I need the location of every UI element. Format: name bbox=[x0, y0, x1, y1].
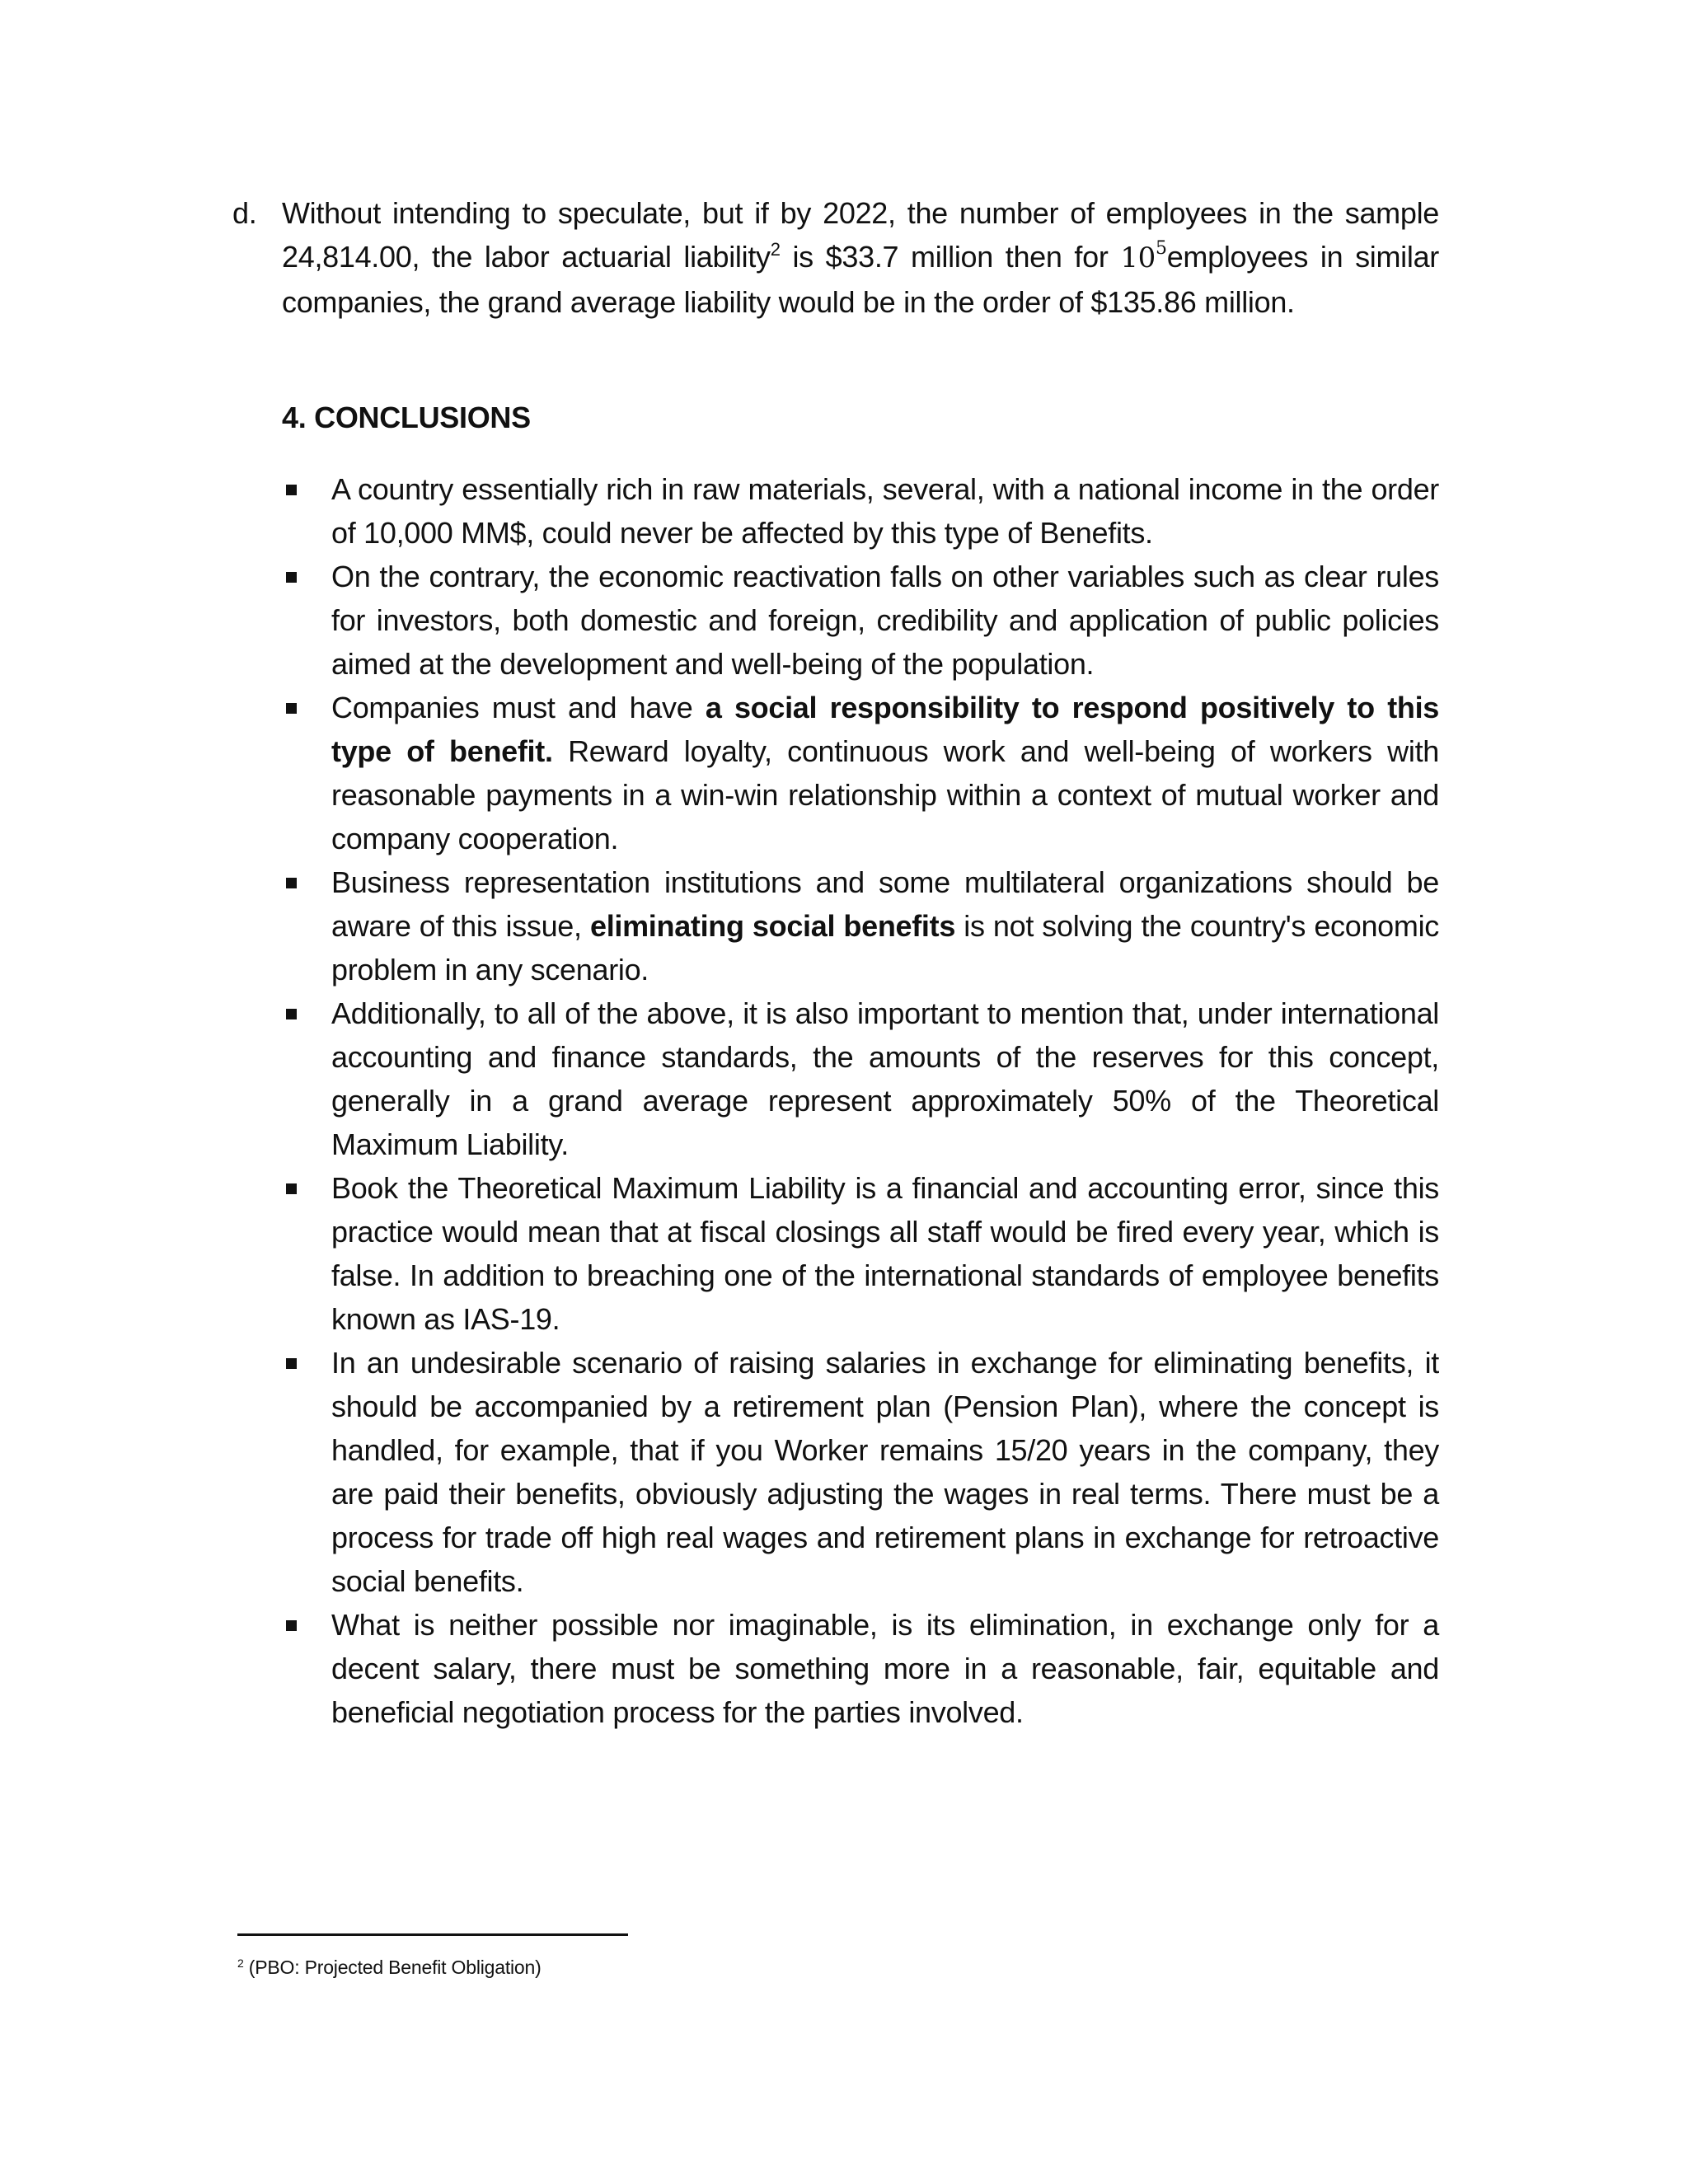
math-base: 10 bbox=[1120, 241, 1156, 274]
footnote bbox=[237, 1955, 542, 1980]
list-item-bold-text: a social responsibility to respond positively to this type of benefit. bbox=[331, 691, 1440, 768]
list-item bbox=[331, 686, 1439, 860]
list-item-text: What is neither possible nor imaginable, is its elimination, in exchange only for a decent salary, there must be something more in a reasonable, fair, equitable and beneficial negotiation process for the parties involved. bbox=[331, 1608, 1439, 1729]
list-item-text-before: Companies must and have bbox=[331, 691, 706, 724]
square-bullet-icon bbox=[286, 1009, 297, 1019]
item-d-text-part3: employees in similar companies, the grand average liability would be in the order of $135.86 million. bbox=[282, 240, 1439, 319]
list-marker-d: d. bbox=[232, 196, 257, 230]
math-exponent: 5 bbox=[1155, 238, 1167, 259]
list-item-text-before: Business representation institutions and some multilateral organizations should be aware of this issue, bbox=[331, 865, 1439, 943]
list-item-text: On the contrary, the economic reactivation falls on other variables such as clear rules for investors, both domestic and foreign, credibility and application of public policies aimed at the development and well-being of the population. bbox=[331, 560, 1439, 681]
list-item-text: Additionally, to all of the above, it is also important to mention that, under international accounting and finance standards, the amounts of the reserves for this concept, generally in a grand average represent approximately 50% of the Theoretical Maximum Liability. bbox=[331, 996, 1439, 1161]
list-item bbox=[331, 860, 1439, 991]
list-item-text-after: Reward loyalty, continuous work and well-being of workers with reasonable payments in a win-win relationship within a context of mutual worker and company cooperation. bbox=[331, 734, 1440, 855]
square-bullet-icon bbox=[286, 1358, 297, 1369]
list-item-bold-text: eliminating social benefits bbox=[589, 909, 956, 943]
list-item bbox=[331, 1341, 1439, 1603]
square-bullet-icon bbox=[286, 485, 297, 495]
square-bullet-icon bbox=[286, 572, 297, 583]
footnote-marker: 2 bbox=[237, 1957, 244, 1970]
square-bullet-icon bbox=[286, 703, 297, 714]
item-d-text-part2: is $33.7 million then for bbox=[780, 240, 1121, 274]
list-item bbox=[331, 1166, 1439, 1341]
list-item-text: A country essentially rich in raw materials, several, with a national income in the order of 10,000 MM$, could never be affected by this type of Benefits. bbox=[331, 472, 1439, 550]
square-bullet-icon bbox=[286, 878, 297, 888]
list-item bbox=[331, 1603, 1439, 1734]
list-item-text: Book the Theoretical Maximum Liability is a financial and accounting error, since this practice would mean that at fiscal closings all staff would be fired every year, which is false. In addition to breaching one of the international standards of employee benefits known as IAS-19. bbox=[331, 1171, 1439, 1336]
conclusions-list bbox=[331, 467, 1439, 1734]
footnote-text: (PBO: Projected Benefit Obligation) bbox=[243, 1957, 542, 1978]
square-bullet-icon bbox=[286, 1620, 297, 1631]
item-d-text-part1: Without intending to speculate, but if by 2022, the number of employees in the sample 24,814.00, the labor actuarial liability bbox=[282, 196, 1439, 274]
section-heading: 4. CONCLUSIONS bbox=[282, 401, 531, 434]
footnote-separator bbox=[237, 1933, 628, 1936]
square-bullet-icon bbox=[286, 1183, 297, 1194]
list-item-d bbox=[232, 191, 1439, 324]
footnote-reference[interactable]: 2 bbox=[770, 239, 781, 260]
list-item-text-after: is not solving the country's economic problem in any scenario. bbox=[331, 909, 1439, 987]
list-item bbox=[331, 991, 1439, 1166]
math-power-of-ten bbox=[1120, 238, 1167, 274]
list-item-text: In an undesirable scenario of raising salaries in exchange for eliminating benefits, it should be accompanied by a retirement plan (Pension Plan), where the concept is handled, for example, that if you Worker remains 15/20 years in the company, they are paid their benefits, obviously adjusting the wages in real terms. There must be a process for trade off high real wages and retirement plans in exchange for retroactive social benefits. bbox=[331, 1346, 1439, 1598]
list-item bbox=[331, 555, 1439, 686]
list-item bbox=[331, 467, 1439, 555]
